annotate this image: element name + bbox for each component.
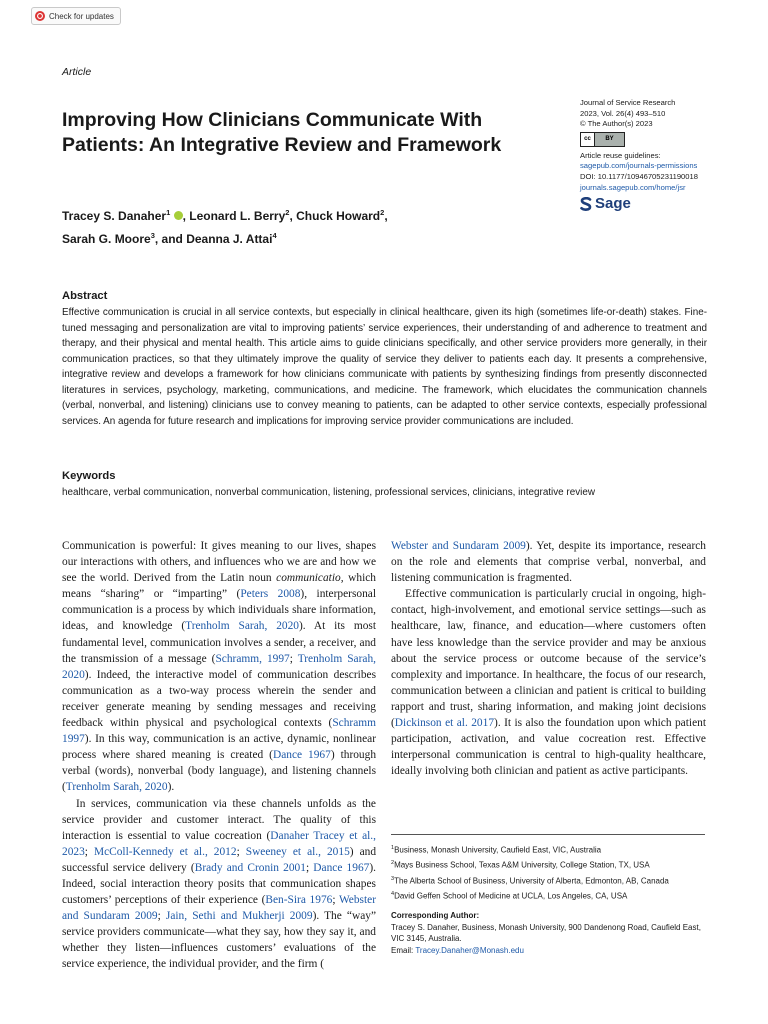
- citation-link[interactable]: McColl-Kennedy et al., 2012: [93, 845, 237, 858]
- author-list: [62, 203, 552, 249]
- corresponding-address: Tracey S. Danaher, Business, Monash University, 900 Dandenong Road, Caufield East, VIC 3145, Australia.: [391, 922, 701, 944]
- affiliation-item: [391, 842, 711, 857]
- keywords-text: healthcare, verbal communication, nonverbal communication, listening, professional services, clinicians, integrative review: [62, 487, 595, 498]
- text-run: ). Indeed, social interaction theory posits that communication shapes customers’ perceptions of their experience (: [62, 861, 376, 907]
- abstract-heading: Abstract: [62, 290, 108, 302]
- citation-link[interactable]: Schramm, 1997: [215, 652, 290, 665]
- affiliation-text: Business, Monash University, Caufield East, VIC, Australia: [394, 845, 602, 855]
- text-run: Communication is powerful: It gives meaning to our lives, shapes our interactions with others, and influences who we are and how we see the world. Derived from the Latin noun: [62, 540, 376, 585]
- text-run: ;: [236, 845, 246, 858]
- email-label: Email:: [391, 946, 416, 956]
- citation-link[interactable]: Dickinson et al. 2017: [394, 717, 495, 730]
- text-run: ;: [157, 910, 166, 923]
- keywords-heading: Keywords: [62, 470, 116, 482]
- affiliation-item: [391, 857, 711, 872]
- abstract-text: Effective communication is crucial in all service contexts, but especially in clinical healthcare, given its high (sometimes life-or-death) stakes. Fine-tuned messaging and personalization are vital to improving patients’ service experiences, their understanding of and adherence to treatment and therapy, and their physical and mental health. This article aims to guide clinicians specifically, and other service providers more generally, in their communication practices, so that they ultimately improve the quality of service they deliver to patients each day. It presents a comprehensive, integrative review and develops a framework for how clinicians communicate with patients by synthesizing findings from presently disconnected literatures in services, psychology, marketing, communications, and medicine. The framework, which elucidates the communication channels (verbal, nonverbal, and listening) clinicians use to convey meaning to patients, can be adapted to other service contexts, especially professional services. An agenda for future research and implications for improving service provider communications are included.: [62, 307, 707, 427]
- publisher-logo[interactable]: [580, 194, 730, 212]
- refresh-icon: [35, 11, 45, 21]
- text-run: ;: [332, 894, 339, 907]
- text-run: Effective communication is particularly crucial in ongoing, high-contact, high-involvement, and emotional service settings—such as healthcare, law, finance, and education—where customers often have less knowledge than the service provider and may be anxious about the service process or outcome because of the service’s complexity and importance. In healthcare, the focus of our research, communication between a clinician and patient is critical to building rapport and trust, sharing information, and making joint decisions (: [391, 588, 706, 730]
- affiliation-marker: 4: [272, 231, 277, 240]
- publisher-name: Sage: [595, 194, 631, 212]
- citation-link[interactable]: Sweeney et al., 2015: [245, 845, 350, 858]
- text-run: ). Yet, despite its importance, research on the role and elements that comprise verbal, nonverbal, and listening communication is fragmented.: [391, 540, 706, 585]
- citation-link[interactable]: Trenholm Sarah, 2020: [185, 620, 299, 633]
- text-run: ;: [305, 861, 314, 874]
- affiliation-text: David Geffen School of Medicine at UCLA, Los Angeles, CA, USA: [394, 891, 628, 901]
- text-run: ). In this way, communication is an active, dynamic, nonlinear process where shared meaning is created (: [62, 733, 376, 762]
- text-run: ), interpersonal communication is a process by which individuals share information, ideas, and knowledge (: [62, 588, 376, 633]
- author-name: Tracey S. Danaher: [62, 209, 167, 223]
- citation-link[interactable]: Dance 1967: [272, 749, 331, 762]
- citation-link[interactable]: Trenholm Sarah, 2020: [62, 652, 377, 681]
- affiliation-number: 2: [391, 860, 395, 867]
- journal-issue: 2023, Vol. 26(4) 493–510: [580, 108, 666, 118]
- paper-title: Improving How Clinicians Communicate With Patients: An Integrative Review and Framework: [62, 109, 502, 156]
- affiliation-item: [391, 873, 711, 888]
- copyright-line: © The Author(s) 2023: [580, 119, 653, 129]
- citation-link[interactable]: Webster and Sundaram 2009: [391, 540, 526, 552]
- reuse-label: Article reuse guidelines:: [580, 150, 661, 160]
- affiliations: [391, 842, 711, 903]
- body-column-right: [391, 538, 706, 779]
- author-name: Sarah G. Moore: [62, 232, 151, 246]
- text-run: ;: [84, 845, 94, 858]
- affiliation-text: The Alberta School of Business, University of Alberta, Edmonton, AB, Canada: [394, 876, 669, 886]
- author-name: , Leonard L. Berry: [182, 209, 286, 223]
- permissions-link[interactable]: sagepub.com/journals-permissions: [580, 161, 698, 171]
- citation-link[interactable]: Schramm 1997: [62, 717, 376, 746]
- body-paragraph: [62, 796, 376, 973]
- author-name: , Chuck Howard: [289, 209, 381, 223]
- citation-link[interactable]: Ben-Sira 1976: [265, 894, 333, 907]
- citation-link[interactable]: Brady and Cronin 2001: [194, 861, 306, 874]
- affiliation-number: 1: [391, 845, 395, 851]
- text-run: ).: [167, 781, 175, 794]
- sage-logo-icon: [580, 197, 592, 211]
- body-paragraph: [391, 586, 706, 779]
- citation-link[interactable]: Danaher Tracey et al., 2023: [62, 829, 376, 858]
- body-paragraph: [62, 538, 376, 796]
- journal-info: [580, 98, 730, 211]
- corresponding-email-line: [391, 945, 711, 957]
- text-run: which means “sharing” or “imparting” (: [62, 572, 376, 601]
- affiliation-marker: 1: [166, 208, 171, 217]
- text-run: ;: [289, 652, 298, 665]
- cc-license-badge[interactable]: [580, 132, 625, 147]
- affiliation-text: Mays Business School, Texas A&M University, College Station, TX, USA: [394, 860, 650, 870]
- affiliation-marker: 2: [380, 208, 385, 217]
- citation-link[interactable]: Jain, Sethi and Mukherji 2009: [165, 910, 313, 923]
- text-run: ). It is also the foundation upon which patient participation, activation, and value cocreation rest. Effective interpersonal communication is central to high-quality healthcare, ideally involving both clinician and patient as active participants.: [391, 717, 706, 778]
- check-for-updates-label: Check for updates: [49, 11, 114, 21]
- citation-link[interactable]: Trenholm Sarah, 2020: [65, 781, 168, 794]
- separator: ,: [384, 209, 388, 223]
- corresponding-author: [391, 910, 711, 957]
- doi-line[interactable]: DOI: 10.1177/10946705231190018: [580, 171, 698, 181]
- check-for-updates-button[interactable]: [31, 7, 121, 25]
- citation-link[interactable]: Peters 2008: [240, 588, 301, 601]
- body-paragraph: [391, 538, 706, 586]
- text-run: ). At its most fundamental level, communication involves a sender, a receiver, and the transmission of a message (: [62, 620, 376, 665]
- journal-name: Journal of Service Research: [580, 98, 676, 107]
- corresponding-heading: Corresponding Author:: [391, 911, 480, 920]
- affiliation-number: 3: [391, 875, 395, 882]
- article-type-label: Article: [62, 66, 92, 78]
- email-link[interactable]: Tracey.Danaher@Monash.edu: [415, 946, 524, 956]
- journal-home-link[interactable]: journals.sagepub.com/home/jsr: [580, 182, 686, 192]
- orcid-icon[interactable]: [174, 211, 183, 220]
- affiliation-marker: 2: [285, 208, 290, 217]
- text-run: ). The “way” service providers communicate—what they say, how they say it, and whether they listen—influences customers’ evaluations of the service experience, the individual provider, and the firm (: [62, 910, 377, 971]
- footnote-divider: [391, 834, 705, 835]
- citation-link[interactable]: Webster and Sundaram 2009: [62, 894, 377, 923]
- cc-icon: cc: [581, 133, 595, 146]
- text-run: ) through verbal (words), nonverbal (body language), and listening channels (: [62, 749, 377, 794]
- body-column-left: [62, 538, 376, 973]
- author-name: , and Deanna J. Attai: [154, 232, 273, 246]
- citation-link[interactable]: Dance 1967: [313, 861, 370, 874]
- text-run: ). Indeed, the interactive model of communication describes communication as a two-way process wherein the sender and receiver generate meaning by sending messages and receiving feedback within physical and psychological contexts (: [62, 668, 376, 730]
- cc-by-icon: BY: [605, 135, 614, 142]
- affiliation-number: 4: [391, 890, 395, 897]
- affiliation-marker: 3: [150, 231, 155, 240]
- affiliation-item: [391, 888, 711, 903]
- text-run: ) and successful service delivery (: [62, 845, 377, 874]
- italic-term: communicatio,: [276, 572, 344, 585]
- text-run: In services, communication via these channels unfolds as the service provider and customer interact. The quality of this interaction is essential to value cocreation (: [62, 797, 376, 842]
